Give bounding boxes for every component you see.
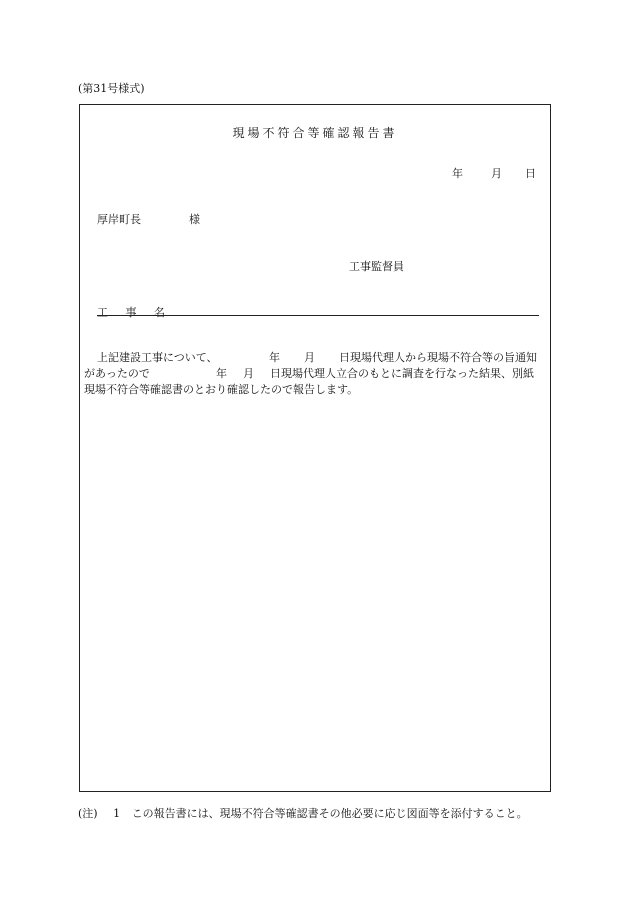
- body-line2-month: 月: [243, 367, 254, 380]
- body-line2-text: があったので: [84, 367, 150, 380]
- body-line3: 現場不符合等確認書のとおり確認したので報告します。: [84, 383, 359, 396]
- report-frame: [79, 104, 551, 792]
- project-label-char: 名: [154, 306, 165, 319]
- footnote-text: この報告書には、現場不符合等確認書その他必要に応じ図面等を添付すること。: [131, 807, 528, 820]
- project-name-label: [97, 304, 165, 320]
- footnote-number: 1: [113, 807, 121, 820]
- addressee-honorific: 様: [189, 213, 200, 226]
- supervisor-label: 工事監督員: [349, 260, 404, 273]
- form-number: (第31号様式): [78, 82, 145, 95]
- date-month-label: 月: [491, 167, 502, 180]
- body-line1-tail: 日現場代理人から現場不符合等の旨通知: [339, 351, 537, 364]
- body-line1-month: 月: [304, 351, 315, 364]
- report-title: 現場不符合等確認報告書: [232, 126, 398, 140]
- date-year-label: 年: [452, 167, 463, 180]
- body-line2-year: 年: [216, 367, 227, 380]
- footnote-prefix: (注): [78, 807, 98, 820]
- date-day-label: 日: [525, 167, 536, 180]
- project-name-underline: [97, 315, 539, 316]
- project-label-char: 工: [97, 306, 108, 319]
- body-line2-tail: 日現場代理人立合のもとに調査を行なった結果、別紙: [270, 367, 534, 380]
- body-line1-year: 年: [269, 351, 280, 364]
- project-label-char: 事: [125, 306, 137, 319]
- body-line1-text: 上記建設工事について、: [97, 351, 218, 364]
- footnote: [78, 805, 528, 821]
- addressee-name: 厚岸町長: [97, 213, 141, 226]
